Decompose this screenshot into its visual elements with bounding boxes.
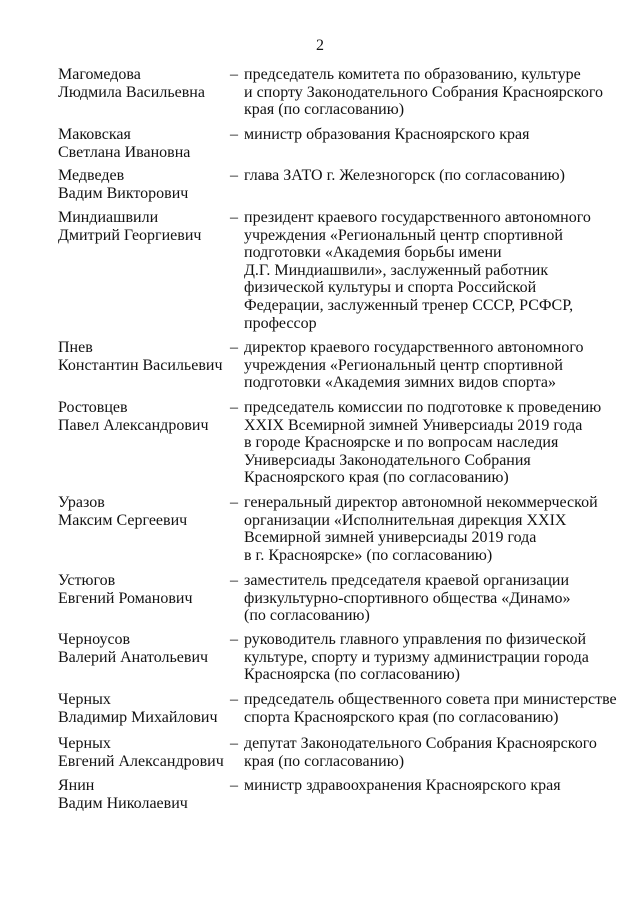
role-line: министр здравоохранения Красноярского края [244, 777, 561, 794]
member-given-names: Павел Александрович [58, 416, 209, 434]
dash-separator: – [230, 167, 238, 184]
role-line: края (по согласованию) [244, 101, 405, 119]
role-line: руководитель главного управления по физической [244, 631, 587, 648]
member-role [244, 66, 616, 119]
member-surname: Янин [58, 777, 95, 794]
role-line: подготовки «Академия борьбы имени [244, 244, 502, 262]
dash-separator: – [230, 339, 238, 356]
role-line: края (по согласованию) [244, 752, 405, 770]
member-surname: Черных [58, 691, 111, 708]
member-given-names: Евгений Романович [58, 589, 193, 607]
member-name [58, 399, 228, 434]
member-role [244, 735, 616, 770]
dash-separator: – [230, 399, 238, 416]
member-role [244, 691, 616, 726]
role-line: культуре, спорту и туризму администрации города [244, 648, 589, 666]
role-line: Федерации, заслуженный тренер СССР, РСФСР, [244, 296, 574, 314]
member-role [244, 167, 616, 185]
member-role [244, 631, 616, 684]
member-name [58, 691, 228, 726]
role-line: депутат Законодательного Собрания Красноярского [244, 735, 597, 752]
role-line: Красноярска (по согласованию) [244, 666, 461, 684]
member-surname: Медведев [58, 167, 125, 184]
dash-separator: – [230, 66, 238, 83]
role-line: и спорту Законодательного Собрания Красноярского [244, 83, 604, 101]
member-role [244, 494, 616, 564]
role-line: учреждения «Региональный центр спортивной [244, 226, 563, 244]
dash-separator: – [230, 494, 238, 511]
role-line: Универсиады Законодательного Собрания [244, 451, 531, 469]
member-name [58, 735, 228, 770]
role-line: председатель общественного совета при министерстве [244, 691, 617, 708]
role-line: физкультурно-спортивного общества «Динамо» [244, 589, 571, 607]
member-name [58, 631, 228, 666]
member-surname: Устюгов [58, 572, 116, 589]
role-line: физической культуры и спорта Российской [244, 279, 537, 297]
member-role [244, 777, 616, 795]
member-given-names: Вадим Николаевич [58, 794, 188, 812]
member-surname: Маковская [58, 126, 131, 143]
member-surname: Уразов [58, 494, 105, 511]
member-surname: Миндиашвили [58, 209, 159, 226]
role-line: генеральный директор автономной некоммерческой [244, 494, 598, 511]
member-role [244, 339, 616, 392]
member-name [58, 494, 228, 529]
role-line: президент краевого государственного автономного [244, 209, 591, 226]
role-line: (по согласованию) [244, 607, 370, 625]
member-given-names: Людмила Васильевна [58, 83, 205, 101]
role-line: глава ЗАТО г. Железногорск (по согласованию) [244, 167, 565, 184]
member-given-names: Дмитрий Георгиевич [58, 226, 202, 244]
member-role [244, 209, 616, 332]
member-given-names: Евгений Александрович [58, 752, 224, 770]
dash-separator: – [230, 691, 238, 708]
member-given-names: Вадим Викторович [58, 184, 189, 202]
member-role [244, 126, 616, 144]
member-given-names: Владимир Михайлович [58, 708, 218, 726]
role-line: спорта Красноярского края (по согласованию) [244, 708, 559, 726]
member-surname: Ростовцев [58, 399, 128, 416]
role-line: подготовки «Академия зимних видов спорта» [244, 374, 557, 392]
role-line: заместитель председателя краевой организации [244, 572, 570, 589]
member-name [58, 126, 228, 161]
member-name [58, 167, 228, 202]
member-surname: Черноусов [58, 631, 131, 648]
member-role [244, 399, 616, 487]
page-number: 2 [316, 37, 324, 54]
member-role [244, 572, 616, 625]
member-given-names: Максим Сергеевич [58, 511, 188, 529]
role-line: организации «Исполнительная дирекция XXIX [244, 511, 567, 529]
dash-separator: – [230, 572, 238, 589]
dash-separator: – [230, 126, 238, 143]
member-given-names: Константин Васильевич [58, 356, 223, 374]
role-line: XXIX Всемирной зимней Универсиады 2019 года [244, 416, 583, 434]
dash-separator: – [230, 777, 238, 794]
role-line: директор краевого государственного автономного [244, 339, 584, 356]
dash-separator: – [230, 209, 238, 226]
dash-separator: – [230, 735, 238, 752]
role-line: в г. Красноярске» (по согласованию) [244, 546, 493, 564]
member-name [58, 339, 228, 374]
role-line: учреждения «Региональный центр спортивной [244, 356, 563, 374]
member-name [58, 66, 228, 101]
role-line: министр образования Красноярского края [244, 126, 530, 143]
member-given-names: Валерий Анатольевич [58, 648, 209, 666]
role-line: Красноярского края (по согласованию) [244, 469, 509, 487]
member-given-names: Светлана Ивановна [58, 143, 191, 161]
member-name [58, 209, 228, 244]
role-line: в городе Красноярске и по вопросам наследия [244, 434, 559, 452]
role-line: председатель комиссии по подготовке к проведению [244, 399, 602, 416]
member-surname: Магомедова [58, 66, 141, 83]
role-line: председатель комитета по образованию, культуре [244, 66, 581, 83]
member-surname: Пнев [58, 339, 93, 356]
role-line: Д.Г. Миндиашвили», заслуженный работник [244, 261, 549, 279]
member-name [58, 572, 228, 607]
dash-separator: – [230, 631, 238, 648]
member-surname: Черных [58, 735, 111, 752]
role-line: профессор [244, 314, 317, 332]
role-line: Всемирной зимней универсиады 2019 года [244, 529, 537, 547]
member-name [58, 777, 228, 812]
